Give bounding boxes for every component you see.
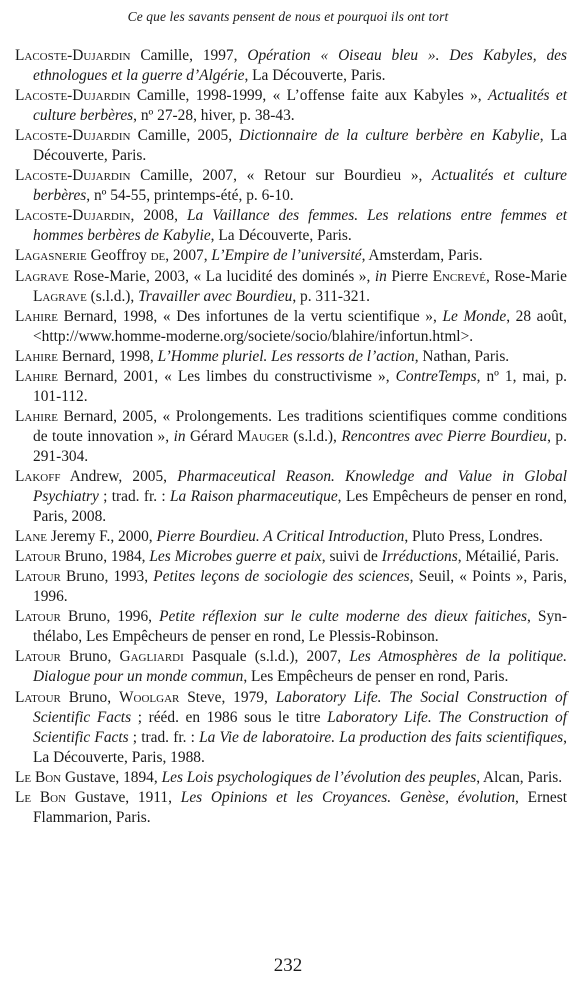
- citation-text: Bernard, 1998,: [58, 347, 158, 365]
- citation-text: Bernard, 2001, « Les limbes du constructivisme »,: [58, 367, 396, 385]
- author-name: Lahire: [15, 407, 59, 425]
- title-text: L’Empire de l’université: [211, 247, 362, 265]
- page-number: 232: [273, 955, 303, 976]
- bibliography-entry: [15, 788, 567, 828]
- citation-text: Jeremy F., 2000,: [47, 528, 157, 546]
- citation-text: Bernard, 2005, « Prolongements. Les traditions scientifiques comme conditions de toute innovation »,: [33, 407, 567, 445]
- title-text: Irréductions: [381, 548, 458, 566]
- citation-text: Bruno, 1993,: [60, 568, 154, 586]
- title-text: ContreTemps: [395, 367, 477, 385]
- title-text: Dictionnaire de la culture berbère en Kabylie: [239, 127, 540, 145]
- citation-text: , p. 311-321.: [292, 287, 370, 305]
- title-text: Pharmaceutical Reason. Knowledge and Value in Global Psychiatry: [33, 467, 568, 506]
- citation-text: , p. 291-304.: [33, 427, 567, 465]
- citation-text: Pierre: [386, 267, 433, 285]
- bibliography-entry: [15, 166, 567, 206]
- citation-text: , Alcan, Paris.: [476, 768, 563, 786]
- citation-text: , 2007,: [165, 247, 212, 265]
- author-name: Lagasnerie: [15, 247, 87, 265]
- citation-text: , Pluto Press, Londres.: [404, 528, 543, 546]
- bibliography-entry: [15, 688, 567, 768]
- title-text: Laboratory Life. The Construction of Scientific Facts: [33, 708, 567, 746]
- title-text: in: [173, 427, 186, 445]
- title-text: Les Microbes guerre et paix: [149, 548, 322, 566]
- title-text: Petite réflexion sur le culte moderne des dieux faitiches: [159, 608, 527, 626]
- author-name: Lacoste-Dujardin: [15, 87, 131, 105]
- author-name: de: [150, 247, 166, 265]
- running-header: Ce que les savants pensent de nous et pourquoi ils ont tort: [127, 9, 449, 24]
- bibliography-entry: [15, 367, 567, 407]
- author-name: Lahire: [15, 347, 59, 365]
- author-name: Latour: [15, 608, 61, 626]
- bibliography-entry: [15, 467, 567, 527]
- citation-text: , suivi de: [321, 548, 382, 566]
- author-name: Lagrave: [33, 287, 87, 305]
- bibliography-entry: [15, 647, 567, 687]
- author-name: Lacoste-Dujardin: [15, 47, 131, 64]
- citation-text: Camille, 2005,: [130, 127, 240, 145]
- citation-text: Pasquale (s.l.d.), 2007,: [183, 648, 350, 666]
- citation-text: ; trad. fr. :: [98, 488, 170, 506]
- author-name: Lacoste-Dujardin: [15, 167, 131, 185]
- citation-text: , La Découverte, Paris.: [33, 127, 568, 165]
- author-name: Latour: [15, 568, 61, 586]
- author-name: Lahire: [15, 307, 59, 325]
- title-text: Actualités et culture berbères: [33, 167, 568, 205]
- citation-text: , Synthélabo, Les Empêcheurs de penser en rond, Le Plessis-Robinson.: [33, 608, 567, 646]
- author-name: Lahire: [15, 367, 59, 385]
- citation-text: , Nathan, Paris.: [414, 347, 510, 365]
- title-text: Actualités et culture berbères: [33, 87, 567, 125]
- citation-text: (s.l.d.),: [288, 427, 342, 445]
- citation-text: Camille, 1998-1999, « L’offense faite aux Kabyles »,: [130, 87, 488, 105]
- title-text: Laboratory Life. The Social Construction of Scientific Facts: [33, 688, 568, 726]
- bibliography-entry: [15, 206, 567, 246]
- author-name: Lagrave: [15, 267, 69, 285]
- bibliography-entry: [15, 567, 567, 607]
- citation-text: , 28 août, <http://www.homme-moderne.org/societe/socio/blahire/infortun.html>.: [33, 307, 567, 345]
- bibliography-list: [15, 46, 567, 828]
- bibliography-entry: [15, 246, 567, 266]
- citation-text: , nº 1, mai, p. 101-112.: [33, 367, 567, 405]
- citation-text: Bruno,: [60, 688, 119, 706]
- title-text: Opération « Oiseau bleu ». Des Kabyles, des ethnologues et la guerre d’Algérie: [33, 47, 567, 85]
- title-text: Pierre Bourdieu. A Critical Introduction: [156, 528, 405, 546]
- author-name: Lakoff: [15, 467, 61, 485]
- title-text: La Raison pharmaceutique: [170, 488, 338, 506]
- citation-text: Andrew, 2005,: [60, 467, 178, 485]
- citation-text: Gérard: [185, 427, 238, 445]
- citation-text: Camille, 2007, « Retour sur Bourdieu »,: [130, 167, 433, 185]
- bibliography-entry: [15, 407, 567, 467]
- title-text: Les Atmosphères de la politique. Dialogue pour un monde commun: [33, 648, 567, 686]
- author-name: Lacoste-Dujardin: [15, 207, 131, 225]
- citation-text: Bruno, 1996,: [60, 608, 160, 626]
- citation-text: , Rose-Marie: [485, 267, 567, 285]
- author-name: Le Bon: [15, 788, 67, 806]
- bibliography-entry: [15, 307, 567, 347]
- bibliography-entry: [15, 768, 567, 788]
- citation-text: Geoffroy: [86, 247, 151, 265]
- citation-text: Gustave, 1911,: [66, 788, 181, 806]
- citation-text: Bruno,: [60, 648, 120, 666]
- citation-text: (s.l.d.),: [86, 287, 139, 305]
- citation-text: , Ernest Flammarion, Paris.: [33, 788, 567, 826]
- title-text: Les Lois psychologiques de l’évolution des peuples: [161, 768, 477, 786]
- citation-text: Gustave, 1894,: [61, 768, 162, 786]
- citation-text: Camille, 1997,: [130, 47, 248, 64]
- title-text: La Vaillance des femmes. Les relations entre femmes et hommes berbères de Kabylie: [33, 207, 567, 245]
- citation-text: , La Découverte, Paris, 1988.: [33, 728, 567, 766]
- author-name: Mauger: [237, 427, 289, 445]
- citation-text: Bernard, 1998, « Des infortunes de la vertu scientifique »,: [58, 307, 443, 325]
- title-text: Les Opinions et les Croyances. Genèse, évolution: [180, 788, 516, 806]
- citation-text: , La Découverte, Paris.: [244, 67, 386, 85]
- bibliography-entry: [15, 86, 567, 126]
- citation-text: ; rééd. en 1986 sous le titre: [131, 708, 328, 726]
- title-text: in: [374, 267, 387, 285]
- author-name: Latour: [15, 648, 61, 666]
- title-text: Rencontres avec Pierre Bourdieu: [341, 427, 548, 445]
- citation-text: Rose-Marie, 2003, « La lucidité des dominés »,: [68, 267, 375, 285]
- title-text: Travailler avec Bourdieu: [138, 287, 293, 305]
- author-name: Latour: [15, 688, 61, 706]
- bibliography-entry: [15, 126, 567, 166]
- bibliography-entry: [15, 46, 567, 86]
- author-name: Gagliardi: [119, 648, 184, 666]
- citation-text: Steve, 1979,: [179, 688, 276, 706]
- citation-text: Bruno, 1984,: [60, 548, 150, 566]
- author-name: Latour: [15, 548, 61, 566]
- title-text: Petites leçons de sociologie des sciences: [153, 568, 410, 586]
- author-name: Lacoste-Dujardin: [15, 127, 131, 145]
- citation-text: , nº 54-55, printemps-été, p. 6-10.: [86, 187, 294, 205]
- author-name: Le Bon: [15, 768, 62, 786]
- bibliography-entry: [15, 267, 567, 307]
- citation-text: , Seuil, « Points », Paris, 1996.: [33, 568, 567, 606]
- title-text: La Vie de laboratoire. La production des faits scientifiques: [199, 728, 564, 746]
- author-name: Woolgar: [119, 688, 180, 706]
- bibliography-entry: [15, 547, 567, 567]
- citation-text: , nº 27-28, hiver, p. 38-43.: [133, 107, 295, 125]
- title-text: Le Monde: [442, 307, 507, 325]
- bibliography-entry: [15, 607, 567, 647]
- citation-text: , 2008,: [130, 207, 187, 225]
- author-name: Encrevé: [432, 267, 486, 285]
- citation-text: , Les Empêcheurs de penser en rond, Paris.: [243, 668, 509, 686]
- title-text: L’Homme pluriel. Les ressorts de l’action: [157, 347, 415, 365]
- bibliography-entry: [15, 347, 567, 367]
- citation-text: , Métailié, Paris.: [457, 548, 560, 566]
- citation-text: ; trad. fr. :: [128, 728, 200, 746]
- citation-text: , Amsterdam, Paris.: [361, 247, 483, 265]
- bibliography-entry: [15, 527, 567, 547]
- citation-text: , Les Empêcheurs de penser en rond, Paris, 2008.: [33, 488, 567, 526]
- citation-text: , La Découverte, Paris.: [210, 227, 352, 245]
- author-name: Lane: [15, 528, 48, 546]
